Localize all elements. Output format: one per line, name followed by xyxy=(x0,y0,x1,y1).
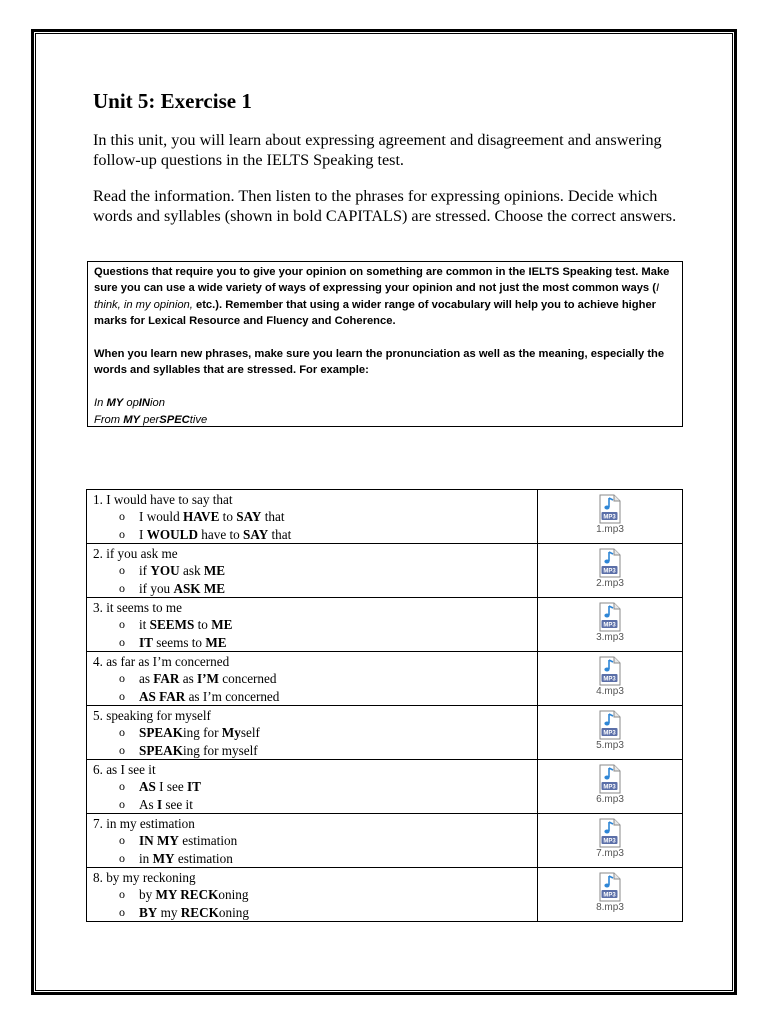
info-text-1-italic: I think, in my opinion, xyxy=(94,282,660,311)
option-bullet: o xyxy=(119,779,125,793)
option-bullet: o xyxy=(119,580,125,595)
option-segment: SAY xyxy=(236,509,262,524)
audio-cell xyxy=(538,598,683,652)
stress-example-2 xyxy=(94,412,676,428)
mp3-badge-text: MP3 xyxy=(603,784,616,791)
mp3-badge-text: MP3 xyxy=(603,730,616,737)
stress-option[interactable] xyxy=(93,904,537,922)
stress-option[interactable] xyxy=(93,850,537,868)
exercise-row xyxy=(87,760,683,814)
mp3-file-icon xyxy=(598,494,622,524)
option-bullet: o xyxy=(119,671,125,685)
option-segment: ME xyxy=(205,634,227,650)
option-bullet: o xyxy=(119,904,125,919)
example-segment: per xyxy=(140,413,160,426)
phrase-label: 7. in my estimation xyxy=(93,816,195,831)
example-segment: op xyxy=(123,397,139,410)
option-segment: MY RECK xyxy=(155,887,219,902)
exercise-row xyxy=(87,598,683,652)
phrase-cell xyxy=(87,868,538,922)
mp3-file-icon xyxy=(598,656,622,686)
option-segment: ME xyxy=(211,617,233,632)
stress-option[interactable] xyxy=(93,688,537,706)
option-segment: oning xyxy=(218,904,249,920)
audio-file-attachment[interactable] xyxy=(596,494,624,535)
audio-file-name: 5.mp3 xyxy=(596,740,624,751)
option-segment: HAVE xyxy=(182,509,220,524)
example-segment: MY xyxy=(106,397,124,410)
option-segment: SEEMS xyxy=(149,617,195,632)
phrase-cell xyxy=(87,490,538,544)
option-segment: as I’m concerned xyxy=(185,688,280,704)
option-segment: as xyxy=(139,671,154,686)
exercise-row xyxy=(87,706,683,760)
option-segment: self xyxy=(240,725,260,740)
mp3-file-icon xyxy=(598,818,622,848)
audio-file-attachment[interactable] xyxy=(596,548,624,589)
stress-option[interactable] xyxy=(93,796,537,814)
phrase-cell xyxy=(87,544,538,598)
audio-cell xyxy=(538,760,683,814)
option-segment: As xyxy=(139,796,157,812)
mp3-badge-text: MP3 xyxy=(603,568,616,575)
option-segment: see it xyxy=(162,796,193,812)
option-segment: estimation xyxy=(174,850,233,866)
phrase-label: 3. it seems to me xyxy=(93,600,183,615)
option-segment: SAY xyxy=(243,526,269,542)
audio-file-name: 1.mp3 xyxy=(596,524,624,535)
option-segment: ask xyxy=(179,563,204,578)
option-segment: IT xyxy=(186,779,201,794)
option-segment: WOULD xyxy=(146,526,198,542)
option-bullet: o xyxy=(119,742,125,757)
example-segment: ion xyxy=(149,397,165,410)
info-paragraph-2 xyxy=(94,346,676,379)
audio-file-name: 8.mp3 xyxy=(596,902,624,913)
option-segment: SPEAK xyxy=(139,725,183,740)
option-segment: oning xyxy=(218,887,249,902)
option-bullet: o xyxy=(119,526,125,541)
option-segment: IN MY xyxy=(139,833,179,848)
audio-file-attachment[interactable] xyxy=(596,872,624,913)
mp3-file-icon xyxy=(598,548,622,578)
exercise-row xyxy=(87,490,683,544)
audio-file-name: 3.mp3 xyxy=(596,632,624,643)
audio-file-attachment[interactable] xyxy=(596,656,624,697)
audio-file-name: 2.mp3 xyxy=(596,578,624,589)
instructions-paragraph: Read the information. Then listen to the phrases for expressing opinions. Decide which words and syllables (shown in bold CAPITALS) are stressed. Choose the correct answers. xyxy=(93,187,677,225)
audio-file-attachment[interactable] xyxy=(596,710,624,751)
option-bullet: o xyxy=(119,796,125,811)
option-segment: AS xyxy=(139,779,156,794)
option-segment: YOU xyxy=(150,563,180,578)
option-bullet: o xyxy=(119,725,125,739)
option-segment: that xyxy=(268,526,292,542)
audio-cell xyxy=(538,706,683,760)
option-segment: if xyxy=(139,563,151,578)
phrase-label: 4. as far as I’m concerned xyxy=(93,654,230,669)
mp3-badge-text: MP3 xyxy=(603,622,616,629)
option-segment: to xyxy=(194,617,212,632)
stress-option[interactable] xyxy=(93,526,537,544)
option-segment: ASK ME xyxy=(173,580,226,596)
exercise-row xyxy=(87,814,683,868)
stress-option[interactable] xyxy=(93,886,537,904)
option-segment: RECK xyxy=(180,904,219,920)
option-bullet: o xyxy=(119,563,125,577)
stress-option[interactable] xyxy=(93,616,537,634)
example-segment: MY xyxy=(123,413,140,426)
audio-cell xyxy=(538,814,683,868)
phrase-cell xyxy=(87,760,538,814)
mp3-file-icon xyxy=(598,710,622,740)
mp3-badge-text: MP3 xyxy=(603,838,616,845)
example-segment: From xyxy=(94,413,124,426)
info-box xyxy=(87,261,683,427)
option-segment: have to xyxy=(198,526,244,542)
option-segment: ing for xyxy=(182,725,222,740)
option-segment: IT xyxy=(139,634,153,650)
example-segment: SPEC xyxy=(159,413,190,426)
option-bullet: o xyxy=(119,833,125,847)
option-bullet: o xyxy=(119,887,125,901)
option-segment: my xyxy=(157,904,181,920)
option-segment: I see xyxy=(155,779,187,794)
phrase-cell xyxy=(87,814,538,868)
exercise-table xyxy=(86,489,683,922)
phrase-cell xyxy=(87,598,538,652)
option-bullet: o xyxy=(119,617,125,631)
option-segment: I xyxy=(139,526,147,542)
option-segment: as xyxy=(179,671,198,686)
example-segment: In xyxy=(94,397,107,410)
option-segment: FAR xyxy=(153,671,180,686)
option-segment: concerned xyxy=(219,671,277,686)
option-segment: BY xyxy=(139,904,158,920)
intro-paragraph: In this unit, you will learn about expressing agreement and disagreement and answering follow-up questions in the IELTS Speaking test. xyxy=(93,131,662,169)
exercise-row xyxy=(87,652,683,706)
phrase-label: 2. if you ask me xyxy=(93,546,178,561)
stress-option[interactable] xyxy=(93,562,537,580)
info-text-2: When you learn new phrases, make sure you learn the pronunciation as well as the meaning, especially the words and syllables that are stressed. For example: xyxy=(94,348,665,377)
option-segment: AS FAR xyxy=(139,688,186,704)
page-title: Unit 5: Exercise 1 xyxy=(93,89,252,113)
stress-option[interactable] xyxy=(93,832,537,850)
mp3-badge-text: MP3 xyxy=(603,676,616,683)
mp3-file-icon xyxy=(598,872,622,902)
mp3-file-icon xyxy=(598,764,622,794)
option-bullet: o xyxy=(119,634,125,649)
example-segment: tive xyxy=(189,413,208,426)
audio-file-name: 4.mp3 xyxy=(596,686,624,697)
phrase-label: 6. as I see it xyxy=(93,762,156,777)
option-segment: to xyxy=(219,509,237,524)
info-paragraph-1 xyxy=(94,264,676,330)
audio-file-name: 6.mp3 xyxy=(596,794,624,805)
option-segment: I would xyxy=(139,509,183,524)
audio-file-attachment[interactable] xyxy=(596,602,624,643)
stress-option[interactable] xyxy=(93,670,537,688)
mp3-badge-text: MP3 xyxy=(603,514,616,521)
stress-example-1 xyxy=(94,395,676,411)
phrase-label: 8. by my reckoning xyxy=(93,870,196,885)
option-bullet: o xyxy=(119,509,125,523)
option-segment: MY xyxy=(152,850,175,866)
option-segment: ing for myself xyxy=(182,742,258,758)
stress-option[interactable] xyxy=(93,580,537,598)
option-segment: if you xyxy=(139,580,174,596)
audio-cell xyxy=(538,868,683,922)
exercise-row xyxy=(87,868,683,922)
option-segment: by xyxy=(139,887,156,902)
option-segment: estimation xyxy=(178,833,238,848)
option-segment: it xyxy=(139,617,150,632)
phrase-label: 5. speaking for myself xyxy=(93,708,211,723)
mp3-badge-text: MP3 xyxy=(603,892,616,899)
example-segment: IN xyxy=(138,397,150,410)
stress-option[interactable] xyxy=(93,724,537,742)
audio-file-name: 7.mp3 xyxy=(596,848,624,859)
mp3-file-icon xyxy=(598,602,622,632)
audio-file-attachment[interactable] xyxy=(596,764,624,805)
phrase-cell xyxy=(87,706,538,760)
option-bullet: o xyxy=(119,850,125,865)
option-segment: that xyxy=(261,509,285,524)
option-segment: I’M xyxy=(197,671,219,686)
option-segment: I xyxy=(156,796,163,812)
option-segment: SPEAK xyxy=(139,742,183,758)
info-text-1b: etc.). Remember that using a wider range of vocabulary will help you to achieve higher marks for Lexical Resource and Fluency and Coherence. xyxy=(94,298,657,328)
exercise-row xyxy=(87,544,683,598)
option-segment: in xyxy=(139,850,153,866)
option-segment: seems to xyxy=(152,634,206,650)
option-bullet: o xyxy=(119,688,125,703)
stress-option[interactable] xyxy=(93,508,537,526)
info-text-1a: Questions that require you to give your opinion on something are common in the IELTS Speaking test. Make sure you can use a wide variety of ways of expressing your opinion and not just the most common ways ( xyxy=(94,266,670,295)
audio-file-attachment[interactable] xyxy=(596,818,624,859)
phrase-label: 1. I would have to say that xyxy=(93,492,233,507)
audio-cell xyxy=(538,490,683,544)
option-segment: ME xyxy=(203,563,226,578)
audio-cell xyxy=(538,544,683,598)
stress-option[interactable] xyxy=(93,634,537,652)
audio-cell xyxy=(538,652,683,706)
phrase-cell xyxy=(87,652,538,706)
stress-option[interactable] xyxy=(93,742,537,760)
option-segment: My xyxy=(221,725,241,740)
stress-option[interactable] xyxy=(93,778,537,796)
